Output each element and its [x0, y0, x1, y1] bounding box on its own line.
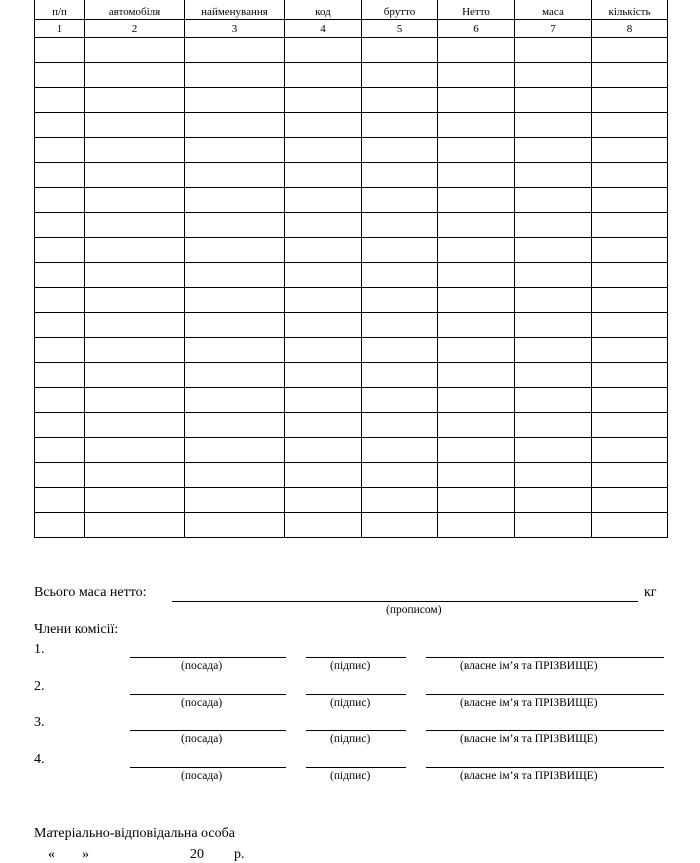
table-cell[interactable] — [592, 63, 668, 88]
table-row — [35, 513, 668, 538]
table-row — [35, 188, 668, 213]
table-cell[interactable] — [35, 138, 85, 163]
table-cell[interactable] — [438, 438, 515, 463]
table-row — [35, 63, 668, 88]
table-cell[interactable] — [362, 513, 438, 538]
table-cell[interactable] — [515, 513, 592, 538]
table-cell[interactable] — [85, 313, 185, 338]
table-cell[interactable] — [362, 238, 438, 263]
table-cell[interactable] — [85, 238, 185, 263]
position-caption: (посада) — [181, 733, 223, 745]
table-cell[interactable] — [35, 263, 85, 288]
table-cell[interactable] — [35, 113, 85, 138]
table-cell[interactable] — [285, 488, 362, 513]
table-cell[interactable] — [438, 488, 515, 513]
table-cell[interactable] — [592, 238, 668, 263]
table-cell[interactable] — [438, 38, 515, 63]
table-cell[interactable] — [438, 213, 515, 238]
table-cell[interactable] — [85, 363, 185, 388]
header-cell: Нетто — [438, 0, 515, 20]
table-cell[interactable] — [362, 188, 438, 213]
table-cell[interactable] — [85, 388, 185, 413]
table-cell[interactable] — [85, 263, 185, 288]
responsible-label: Матеріально-відповідальна особа — [34, 826, 235, 841]
table-cell[interactable] — [285, 363, 362, 388]
table-cell[interactable] — [362, 288, 438, 313]
table-cell[interactable] — [285, 313, 362, 338]
table-cell[interactable] — [362, 38, 438, 63]
table-cell[interactable] — [185, 388, 285, 413]
table-cell[interactable] — [85, 88, 185, 113]
table-row — [35, 288, 668, 313]
table-cell[interactable] — [185, 313, 285, 338]
name-line[interactable] — [426, 657, 664, 658]
table-cell[interactable] — [362, 138, 438, 163]
table-cell[interactable] — [438, 288, 515, 313]
member-number: 2. — [34, 678, 45, 694]
signature-caption: (підпис) — [330, 660, 371, 672]
table-cell[interactable] — [592, 138, 668, 163]
column-number: 1 — [35, 20, 85, 38]
table-cell[interactable] — [362, 463, 438, 488]
table-cell[interactable] — [592, 488, 668, 513]
table-cell[interactable] — [438, 388, 515, 413]
table-cell[interactable] — [438, 88, 515, 113]
table-cell[interactable] — [285, 188, 362, 213]
column-number: 2 — [85, 20, 185, 38]
table-cell[interactable] — [35, 463, 85, 488]
table-cell[interactable] — [35, 88, 85, 113]
table-cell[interactable] — [592, 513, 668, 538]
table-cell[interactable] — [285, 238, 362, 263]
table-cell[interactable] — [35, 363, 85, 388]
table-row — [35, 238, 668, 263]
position-caption: (посада) — [181, 769, 223, 782]
table-cell[interactable] — [592, 313, 668, 338]
position-caption: (посада) — [181, 696, 223, 709]
table-cell[interactable] — [185, 188, 285, 213]
table-cell[interactable] — [515, 213, 592, 238]
date-close-quote: » — [82, 847, 89, 862]
signature-line[interactable] — [306, 694, 406, 695]
cargo-table — [34, 0, 668, 538]
table-cell[interactable] — [285, 388, 362, 413]
table-cell[interactable] — [85, 438, 185, 463]
table-cell[interactable] — [185, 238, 285, 263]
table-cell[interactable] — [35, 488, 85, 513]
header-cell: код — [285, 0, 362, 20]
table-cell[interactable] — [85, 463, 185, 488]
member-number: 4. — [34, 751, 45, 767]
table-cell[interactable] — [438, 63, 515, 88]
table-cell[interactable] — [362, 338, 438, 363]
table-cell[interactable] — [515, 363, 592, 388]
table-row — [35, 438, 668, 463]
table-row — [35, 163, 668, 188]
table-cell[interactable] — [592, 263, 668, 288]
table-cell[interactable] — [85, 38, 185, 63]
table-cell[interactable] — [35, 338, 85, 363]
table-cell[interactable] — [515, 488, 592, 513]
table-cell[interactable] — [285, 138, 362, 163]
table-cell[interactable] — [362, 313, 438, 338]
table-cell[interactable] — [438, 363, 515, 388]
table-cell[interactable] — [362, 163, 438, 188]
table-cell[interactable] — [438, 188, 515, 213]
table-cell[interactable] — [438, 338, 515, 363]
header-cell: п/п — [35, 0, 85, 20]
table-cell[interactable] — [592, 413, 668, 438]
table-cell[interactable] — [285, 163, 362, 188]
member-number: 3. — [34, 715, 45, 730]
signature-line[interactable] — [306, 730, 406, 731]
table-row — [35, 213, 668, 238]
table-cell[interactable] — [85, 288, 185, 313]
table-cell[interactable] — [285, 288, 362, 313]
table-cell[interactable] — [592, 163, 668, 188]
table-row — [35, 38, 668, 63]
table-cell[interactable] — [592, 463, 668, 488]
table-cell[interactable] — [35, 413, 85, 438]
table-row — [35, 388, 668, 413]
table-cell[interactable] — [515, 138, 592, 163]
table-cell[interactable] — [85, 488, 185, 513]
table-cell[interactable] — [515, 438, 592, 463]
table-cell[interactable] — [438, 313, 515, 338]
table-row — [35, 338, 668, 363]
table-row — [35, 313, 668, 338]
name-line[interactable] — [426, 694, 664, 695]
total-label: Всього маса нетто: — [34, 585, 147, 600]
table-cell[interactable] — [592, 38, 668, 63]
header-cell: маса — [515, 0, 592, 20]
table-cell[interactable] — [362, 388, 438, 413]
table-cell[interactable] — [515, 313, 592, 338]
header-cell: найменування — [185, 0, 285, 20]
table-cell[interactable] — [515, 113, 592, 138]
table-cell[interactable] — [35, 238, 85, 263]
name-caption: (власне ім’я та ПРІЗВИЩЕ) — [460, 733, 598, 745]
table-cell[interactable] — [438, 263, 515, 288]
table-cell[interactable] — [515, 413, 592, 438]
table-cell[interactable] — [185, 63, 285, 88]
table-cell[interactable] — [515, 63, 592, 88]
table-cell[interactable] — [285, 113, 362, 138]
table-cell[interactable] — [592, 363, 668, 388]
table-cell[interactable] — [592, 338, 668, 363]
total-unit: кг — [644, 585, 657, 600]
table-cell[interactable] — [362, 413, 438, 438]
table-row — [35, 113, 668, 138]
table-cell[interactable] — [362, 488, 438, 513]
table-row — [35, 413, 668, 438]
table-cell[interactable] — [592, 438, 668, 463]
position-line[interactable] — [130, 694, 286, 695]
column-number: 8 — [592, 20, 668, 38]
table-cell[interactable] — [85, 338, 185, 363]
column-number: 3 — [185, 20, 285, 38]
table-cell[interactable] — [35, 38, 85, 63]
table-cell[interactable] — [438, 513, 515, 538]
table-cell[interactable] — [515, 188, 592, 213]
commission-title: Члени комісії: — [34, 622, 119, 637]
table-cell[interactable] — [438, 238, 515, 263]
table-cell[interactable] — [185, 138, 285, 163]
table-cell[interactable] — [515, 238, 592, 263]
table-cell[interactable] — [362, 263, 438, 288]
table-cell[interactable] — [185, 463, 285, 488]
table-cell[interactable] — [362, 113, 438, 138]
table-row — [35, 138, 668, 163]
table-cell[interactable] — [35, 513, 85, 538]
table-cell[interactable] — [185, 263, 285, 288]
table-cell[interactable] — [35, 163, 85, 188]
signature-caption: (підпис) — [330, 696, 371, 709]
table-cell[interactable] — [185, 513, 285, 538]
table-cell[interactable] — [85, 188, 185, 213]
column-number-row — [35, 20, 668, 38]
table-cell[interactable] — [285, 513, 362, 538]
table-cell[interactable] — [185, 363, 285, 388]
table-cell[interactable] — [438, 138, 515, 163]
table-cell[interactable] — [285, 38, 362, 63]
table-cell[interactable] — [362, 213, 438, 238]
table-cell[interactable] — [592, 113, 668, 138]
table-cell[interactable] — [185, 488, 285, 513]
header-cell: брутто — [362, 0, 438, 20]
table-cell[interactable] — [285, 63, 362, 88]
table-cell[interactable] — [185, 413, 285, 438]
date-suffix: р. — [234, 847, 245, 862]
date-open-quote: « — [48, 847, 55, 862]
table-cell[interactable] — [362, 363, 438, 388]
table-cell[interactable] — [35, 288, 85, 313]
name-line[interactable] — [426, 730, 664, 731]
header-cell: кількість — [592, 0, 668, 20]
table-cell[interactable] — [515, 338, 592, 363]
table-cell[interactable] — [515, 463, 592, 488]
table-cell[interactable] — [185, 213, 285, 238]
table-cell[interactable] — [592, 213, 668, 238]
table-cell[interactable] — [515, 88, 592, 113]
date-year: 20 — [190, 847, 204, 862]
table-cell[interactable] — [285, 413, 362, 438]
position-line[interactable] — [130, 657, 286, 658]
header-cell: автомобіля — [85, 0, 185, 20]
table-cell[interactable] — [85, 138, 185, 163]
name-line[interactable] — [426, 767, 664, 768]
table-cell[interactable] — [285, 263, 362, 288]
table-row — [35, 488, 668, 513]
table-cell[interactable] — [515, 263, 592, 288]
signature-line[interactable] — [306, 767, 406, 768]
table-cell[interactable] — [362, 438, 438, 463]
table-cell[interactable] — [35, 213, 85, 238]
table-cell[interactable] — [35, 188, 85, 213]
column-number: 5 — [362, 20, 438, 38]
table-cell[interactable] — [592, 288, 668, 313]
signature-caption: (підпис) — [330, 769, 371, 782]
table-cell[interactable] — [185, 88, 285, 113]
table-cell[interactable] — [285, 88, 362, 113]
table-cell[interactable] — [185, 288, 285, 313]
table-row — [35, 88, 668, 113]
table-row — [35, 463, 668, 488]
table-cell[interactable] — [185, 113, 285, 138]
column-number: 6 — [438, 20, 515, 38]
total-caption: (прописом) — [386, 604, 442, 616]
table-cell[interactable] — [515, 388, 592, 413]
table-cell[interactable] — [85, 113, 185, 138]
table-cell[interactable] — [515, 163, 592, 188]
table-cell[interactable] — [35, 438, 85, 463]
table-cell[interactable] — [35, 63, 85, 88]
signature-caption: (підпис) — [330, 733, 371, 745]
table-row — [35, 263, 668, 288]
table-cell[interactable] — [438, 413, 515, 438]
table-cell[interactable] — [85, 513, 185, 538]
table-cell[interactable] — [285, 213, 362, 238]
table-row — [35, 363, 668, 388]
column-number: 4 — [285, 20, 362, 38]
table-cell[interactable] — [85, 63, 185, 88]
position-caption: (посада) — [181, 660, 223, 672]
table-cell[interactable] — [285, 338, 362, 363]
table-cell[interactable] — [438, 463, 515, 488]
table-cell[interactable] — [85, 213, 185, 238]
table-cell[interactable] — [285, 463, 362, 488]
signature-line[interactable] — [306, 657, 406, 658]
table-cell[interactable] — [185, 38, 285, 63]
table-cell[interactable] — [35, 313, 85, 338]
table-cell[interactable] — [438, 163, 515, 188]
table-cell[interactable] — [185, 163, 285, 188]
table-cell[interactable] — [85, 163, 185, 188]
table-cell[interactable] — [362, 88, 438, 113]
member-number: 1. — [34, 642, 45, 657]
name-caption: (власне ім’я та ПРІЗВИЩЕ) — [460, 660, 598, 672]
table-cell[interactable] — [592, 388, 668, 413]
name-caption: (власне ім’я та ПРІЗВИЩЕ) — [460, 769, 598, 782]
table-cell[interactable] — [592, 88, 668, 113]
table-cell[interactable] — [362, 63, 438, 88]
table-cell[interactable] — [438, 113, 515, 138]
table-cell[interactable] — [35, 388, 85, 413]
table-cell[interactable] — [185, 438, 285, 463]
table-cell[interactable] — [185, 338, 285, 363]
name-caption: (власне ім’я та ПРІЗВИЩЕ) — [460, 696, 598, 709]
table-cell[interactable] — [515, 38, 592, 63]
table-cell[interactable] — [592, 188, 668, 213]
position-line[interactable] — [130, 730, 286, 731]
table-cell[interactable] — [85, 413, 185, 438]
position-line[interactable] — [130, 767, 286, 768]
table-cell[interactable] — [285, 438, 362, 463]
column-number: 7 — [515, 20, 592, 38]
total-amount-line[interactable] — [172, 601, 638, 602]
table-cell[interactable] — [515, 288, 592, 313]
table-header-row — [35, 0, 668, 20]
